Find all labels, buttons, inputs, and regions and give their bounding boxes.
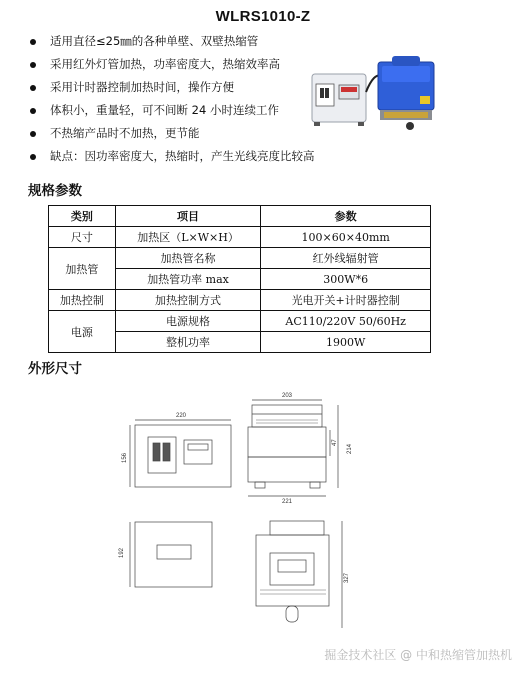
table-cell: 电源 bbox=[49, 311, 116, 353]
table-cell: 300W*6 bbox=[261, 269, 431, 290]
table-cell: 100×60×40mm bbox=[261, 227, 431, 248]
table-header: 参数 bbox=[261, 206, 431, 227]
table-cell: 红外线辐射管 bbox=[261, 248, 431, 269]
page-title: WLRS1010-Z bbox=[215, 8, 311, 25]
dimensions-heading: 外形尺寸 bbox=[28, 361, 82, 377]
spec-table bbox=[48, 205, 431, 353]
table-cell: 加热控制 bbox=[49, 290, 116, 311]
table-cell: 整机功率 bbox=[115, 332, 261, 353]
spec-heading: 规格参数 bbox=[28, 183, 82, 199]
table-cell: 电源规格 bbox=[115, 311, 261, 332]
table-row bbox=[49, 311, 431, 332]
watermark: 掘金技术社区 @ 中和热缩管加热机 bbox=[324, 648, 512, 662]
table-cell: 加热管功率 max bbox=[115, 269, 261, 290]
dim-front-width: 220 bbox=[176, 413, 187, 419]
list-item: 缺点：因功率密度大，热缩时，产生光线亮度比较高 bbox=[28, 145, 328, 168]
list-item: 体积小，重量轻，可不间断 24 小时连续工作 bbox=[28, 99, 328, 122]
product-image bbox=[310, 52, 440, 134]
table-header: 项目 bbox=[115, 206, 261, 227]
table-row bbox=[49, 227, 431, 248]
table-header-row bbox=[49, 206, 431, 227]
table-row bbox=[49, 248, 431, 269]
dim-side-small: 47 bbox=[332, 439, 338, 446]
table-cell: 加热区（L×W×H） bbox=[115, 227, 261, 248]
table-cell: 光电开关+计时器控制 bbox=[261, 290, 431, 311]
feature-list bbox=[28, 30, 328, 168]
table-cell: 加热控制方式 bbox=[115, 290, 261, 311]
list-item: 不热缩产品时不加热，更节能 bbox=[28, 122, 328, 145]
dim-front-height: 156 bbox=[122, 452, 128, 463]
table-cell: 尺寸 bbox=[49, 227, 116, 248]
table-cell: 1900W bbox=[261, 332, 431, 353]
table-cell: 加热管名称 bbox=[115, 248, 261, 269]
list-item: 采用红外灯管加热，功率密度大，热缩效率高 bbox=[28, 53, 328, 76]
dim-side-height: 214 bbox=[347, 443, 353, 454]
list-item: 采用计时器控制加热时间，操作方便 bbox=[28, 76, 328, 99]
list-item: 适用直径≤25㎜的各种单壁、双壁热缩管 bbox=[28, 30, 328, 53]
table-cell: AC110/220V 50/60Hz bbox=[261, 311, 431, 332]
dim-bottom-height: 192 bbox=[119, 547, 125, 558]
dim-side-bottom: 221 bbox=[282, 499, 293, 505]
table-header: 类别 bbox=[49, 206, 116, 227]
table-cell: 加热管 bbox=[49, 248, 116, 290]
table-row bbox=[49, 290, 431, 311]
dim-side-top: 203 bbox=[282, 393, 293, 399]
dim-bottom-right-height: 327 bbox=[344, 572, 350, 583]
